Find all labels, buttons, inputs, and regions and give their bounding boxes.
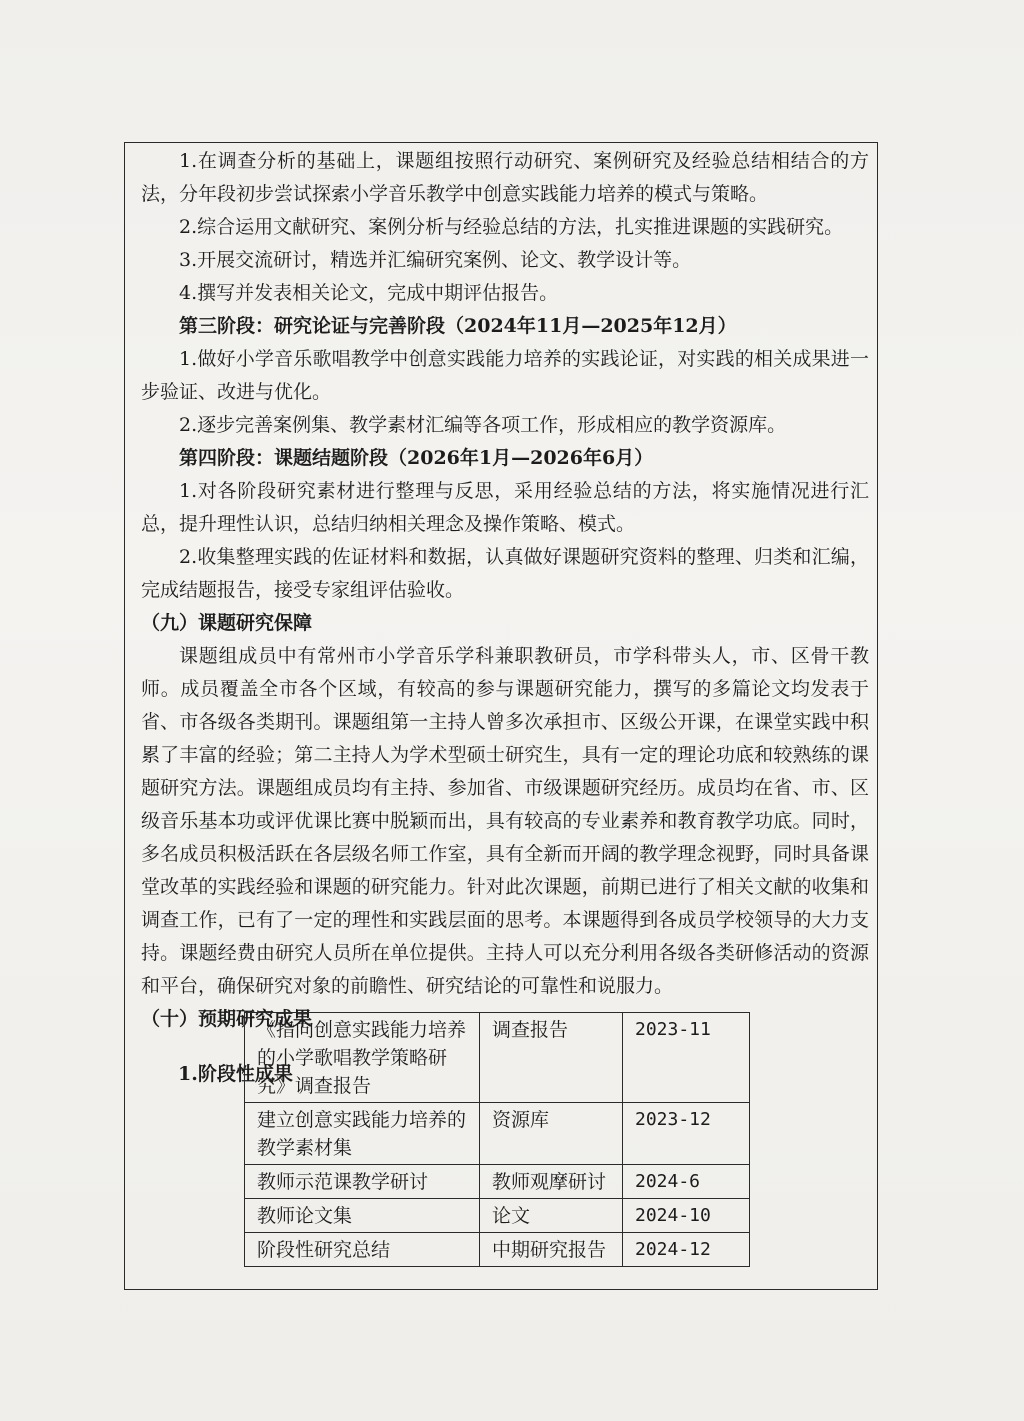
- section9-body: 课题组成员中有常州市小学音乐学科兼职教研员，市学科带头人，市、区骨干教师。成员覆盖全市各个区域，有较高的参与课题研究能力，撰写的多篇论文均发表于省、市各级各类期刊。课题组第一主持人曾多次承担市、区级公开课，在课堂实践中积累了丰富的经验；第二主持人为学术型硕士研究生，具有一定的理论功底和较熟练的课题研究方法。课题组成员均有主持、参加省、市级课题研究经历。成员均在省、市、区级音乐基本功或评优课比赛中脱颖而出，具有较高的专业素养和教育教学功底。同时，多名成员积极活跃在各层级名师工作室，具有全新而开阔的教学理念视野，同时具备课堂改革的实践经验和课题的研究能力。针对此次课题，前期已进行了相关文献的收集和调查工作，已有了一定的理性和实践层面的思考。本课题得到各成员学校领导的大力支持。课题经费由研究人员所在单位提供。主持人可以充分利用各级各类研修活动的资源和平台，确保研究对象的前瞻性、研究结论的可靠性和说服力。: [141, 645, 869, 997]
- result-form: 教师观摩研讨: [480, 1165, 623, 1199]
- table-row: [245, 1013, 750, 1103]
- document-body: [141, 145, 869, 1110]
- result-name: 教师示范课教学研讨: [245, 1165, 480, 1199]
- result-date: 2023-12: [623, 1103, 750, 1165]
- result-form: 调查报告: [480, 1013, 623, 1103]
- stage4-item-2: 2.收集整理实践的佐证材料和数据，认真做好课题研究资料的整理、归类和汇编，完成结题报告，接受专家组评估验收。: [141, 546, 869, 601]
- stage3-item-1: 1.做好小学音乐歌唱教学中创意实践能力培养的实践论证，对实践的相关成果进一步验证、改进与优化。: [141, 348, 869, 403]
- stage3-item-2: 2.逐步完善案例集、教学素材汇编等各项工作，形成相应的教学资源库。: [179, 414, 787, 436]
- result-form: 论文: [480, 1199, 623, 1233]
- table-row: [245, 1165, 750, 1199]
- section9-heading: （九）课题研究保障: [141, 612, 313, 634]
- result-date: 2023-11: [623, 1013, 750, 1103]
- result-date: 2024-6: [623, 1165, 750, 1199]
- stage4-heading: 第四阶段：课题结题阶段（2026年1月—2026年6月）: [179, 447, 654, 469]
- stage4-item-1: 1.对各阶段研究素材进行整理与反思，采用经验总结的方法，将实施情况进行汇总，提升理性认识，总结归纳相关理念及操作策略、模式。: [141, 480, 869, 535]
- table-row: [245, 1233, 750, 1267]
- paragraph-3: 3.开展交流研讨，精选并汇编研究案例、论文、教学设计等。: [179, 249, 692, 271]
- paragraph-2: 2.综合运用文献研究、案例分析与经验总结的方法，扎实推进课题的实践研究。: [179, 216, 844, 238]
- result-name: 教师论文集: [245, 1199, 480, 1233]
- paragraph-1: 1.在调查分析的基础上，课题组按照行动研究、案例研究及经验总结相结合的方法，分年段初步尝试探索小学音乐教学中创意实践能力培养的模式与策略。: [141, 150, 869, 205]
- result-form: 中期研究报告: [480, 1233, 623, 1267]
- table-row: [245, 1103, 750, 1165]
- table-row: [245, 1199, 750, 1233]
- result-date: 2024-10: [623, 1199, 750, 1233]
- section10-heading: （十）预期研究成果: [141, 1008, 313, 1030]
- stage3-heading: 第三阶段：研究论证与完善阶段（2024年11月—2025年12月）: [179, 315, 737, 337]
- result-name: 《指向创意实践能力培养的小学歌唱教学策略研究》调查报告: [245, 1013, 480, 1103]
- results-table: [244, 1012, 750, 1267]
- result-name: 阶段性研究总结: [245, 1233, 480, 1267]
- result-name: 建立创意实践能力培养的教学素材集: [245, 1103, 480, 1165]
- result-form: 资源库: [480, 1103, 623, 1165]
- section10-subheading: 1.阶段性成果: [178, 1063, 293, 1085]
- paragraph-4: 4.撰写并发表相关论文，完成中期评估报告。: [179, 282, 559, 304]
- result-date: 2024-12: [623, 1233, 750, 1267]
